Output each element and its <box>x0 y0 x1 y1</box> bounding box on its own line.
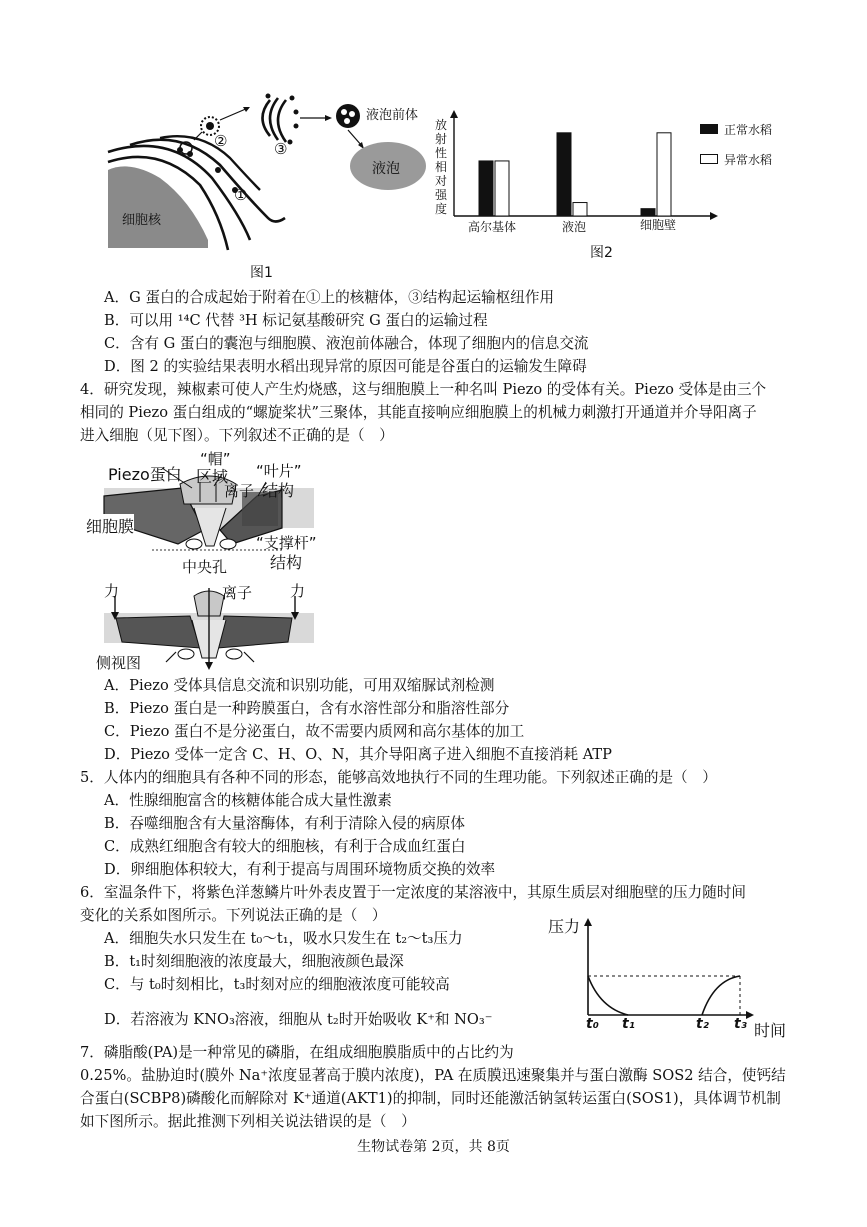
q4-stem-line3: 进入细胞（见下图）。下列叙述不正确的是（ ） <box>80 427 394 444</box>
er-membrane <box>160 136 260 190</box>
piezo-label-ion-top: 离子 <box>224 482 255 500</box>
q3-option-a: A．G 蛋白的合成起始于附着在①上的核糖体，③结构起运输枢纽作用 <box>104 289 555 306</box>
pressure-graph <box>548 912 798 1042</box>
q5-option-d: D．卵细胞体积较大，有利于提高与周围环境物质交换的效率 <box>104 861 496 878</box>
graph-t3: t₃ <box>734 1016 747 1032</box>
piezo-label-force-right: 力 <box>290 582 306 600</box>
fig2-x-axis-arrow <box>710 212 718 220</box>
fig2-tick-label: 细胞壁 <box>640 218 677 232</box>
q3-option-d: D．图 2 的实验结果表明水稻出现异常的原因可能是谷蛋白的运输发生障碍 <box>104 358 587 375</box>
graph-t2: t₂ <box>696 1016 709 1032</box>
piezo-label-strut1: “支撑杆” <box>256 534 317 552</box>
page-footer: 生物试卷第 2页，共 8页 <box>357 1139 510 1155</box>
q7-line2: 0.25%。盐胁迫时(膜外 Na⁺浓度显著高于膜内浓度)，PA 在质膜迅速聚集并与蛋白激酶 SOS2 结合，使钙结 <box>80 1067 786 1084</box>
q4-option-b: B．Piezo 蛋白是一种跨膜蛋白，含有水溶性部分和脂溶性部分 <box>104 700 510 717</box>
legend-swatch-abnormal <box>700 154 718 164</box>
q7-line3: 合蛋白(SCBP8)磷酸化而解除对 K⁺通道(AKT1)的抑制，同时还能激活钠氢转运蛋白(SOS1)，具体调节机制 <box>80 1090 781 1107</box>
fig2-bar-normal <box>479 161 493 216</box>
fig1-label-precursor: 液泡前体 <box>366 108 419 123</box>
graph-ylabel: 压力 <box>548 917 581 936</box>
fig2-ylabel: 放 射 性 相 对 强 度 <box>435 118 448 216</box>
fig1-label-1: ① <box>234 186 248 204</box>
piezo-label-cap1: “帽” <box>200 450 231 468</box>
piezo-label-leaf1: “叶片” <box>256 462 302 480</box>
legend-label-abnormal: 异常水稻 <box>724 153 773 167</box>
q5-option-a: A．性腺细胞富含的核糖体能合成大量性激素 <box>104 792 392 809</box>
piezo-label-pore: 中央孔 <box>182 558 228 576</box>
legend-swatch-normal <box>700 124 718 134</box>
q6-option-b: B．t₁时刻细胞液的浓度最大，细胞液颜色最深 <box>104 953 404 970</box>
q5-option-b: B．吞噬细胞含有大量溶酶体，有利于清除入侵的病原体 <box>104 815 465 832</box>
q6-stem-line1: 6．室温条件下，将紫色洋葱鳞片叶外表皮置于一定浓度的某溶液中，其原生质层对细胞壁的压力随时间 <box>80 884 747 901</box>
q6-option-c: C．与 t₀时刻相比，t₃时刻对应的细胞液浓度可能较高 <box>104 976 450 993</box>
fig2-bar-normal <box>641 209 655 216</box>
fig2-caption: 图2 <box>590 245 613 261</box>
legend-label-normal: 正常水稻 <box>724 123 773 137</box>
graph-t1: t₁ <box>622 1016 635 1032</box>
fig2-bar-abnormal <box>495 161 509 216</box>
q4-option-c: C．Piezo 蛋白不是分泌蛋白，故不需要内质网和高尔基体的加工 <box>104 723 525 740</box>
graph-t0: t₀ <box>586 1016 599 1032</box>
fig2-bar-abnormal <box>573 203 587 216</box>
q3-option-b: B．可以用 ¹⁴C 代替 ³H 标记氨基酸研究 G 蛋白的运输过程 <box>104 312 488 329</box>
fig1-label-2: ② <box>214 132 228 150</box>
piezo-label-cap2: 区域 <box>196 467 229 486</box>
q6-stem-line2: 变化的关系如图所示。下列说法正确的是（ ） <box>80 907 387 924</box>
fig1-label-3: ③ <box>274 140 288 158</box>
piezo-label-membrane: 细胞膜 <box>86 514 134 537</box>
piezo-label-ion-bottom: 离子 <box>222 584 253 602</box>
fig1-caption: 图1 <box>250 265 273 281</box>
fig2-y-axis-arrow <box>450 110 458 118</box>
q4-option-a: A．Piezo 受体具信息交流和识别功能，可用双缩脲试剂检测 <box>104 677 495 694</box>
q4-stem-line2: 相同的 Piezo 蛋白组成的“螺旋桨状”三聚体，其能直接响应细胞膜上的机械力刺激打开通道并介导阳离子 <box>80 404 757 421</box>
q6-option-a: A．细胞失水只发生在 t₀～t₁，吸水只发生在 t₂～t₃压力 <box>104 930 463 947</box>
fig1-label-nucleus: 细胞核 <box>122 213 162 228</box>
q5-stem: 5．人体内的细胞具有各种不同的形态，能够高效地执行不同的生理功能。下列叙述正确的是（ ） <box>80 769 717 786</box>
figure-2 <box>430 108 790 268</box>
piezo-label-force-left: 力 <box>104 582 120 600</box>
q7-line4: 如下图所示。据此推测下列相关说法错误的是（ ） <box>80 1113 416 1130</box>
figure-1 <box>100 90 430 290</box>
q5-option-c: C．成熟红细胞含有较大的细胞核，有利于合成血红蛋白 <box>104 838 466 855</box>
piezo-label-leaf2: 结构 <box>262 481 295 500</box>
fig1-label-vacuole: 液泡 <box>372 161 400 177</box>
q7-line1: 7．磷脂酸(PA)是一种常见的磷脂，在组成细胞膜脂质中的占比约为 <box>80 1044 514 1061</box>
fig2-tick-label: 高尔基体 <box>468 220 517 234</box>
q4-option-d: D．Piezo 受体一定含 C、H、O、N，其介导阳离子进入细胞不直接消耗 ATP <box>104 746 612 763</box>
q6-option-d: D．若溶液为 KNO₃溶液，细胞从 t₂时开始吸收 K⁺和 NO₃⁻ <box>104 1011 493 1028</box>
piezo-figure <box>82 448 342 673</box>
piezo-label-strut2: 结构 <box>270 553 303 572</box>
fig2-bar-abnormal <box>657 133 671 216</box>
graph-xlabel: 时间 <box>754 1021 787 1040</box>
fig2-bar-normal <box>557 133 571 216</box>
fig2-tick-label: 液泡 <box>562 220 587 234</box>
piezo-label-side-view: 侧视图 <box>96 654 142 672</box>
q4-stem-line1: 4．研究发现，辣椒素可使人产生灼烧感，这与细胞膜上一种名叫 Piezo 的受体有关。Piezo 受体是由三个 <box>80 381 767 398</box>
q3-option-c: C．含有 G 蛋白的囊泡与细胞膜、液泡前体融合，体现了细胞内的信息交流 <box>104 335 589 352</box>
piezo-label-protein: Piezo蛋白 <box>108 465 182 484</box>
